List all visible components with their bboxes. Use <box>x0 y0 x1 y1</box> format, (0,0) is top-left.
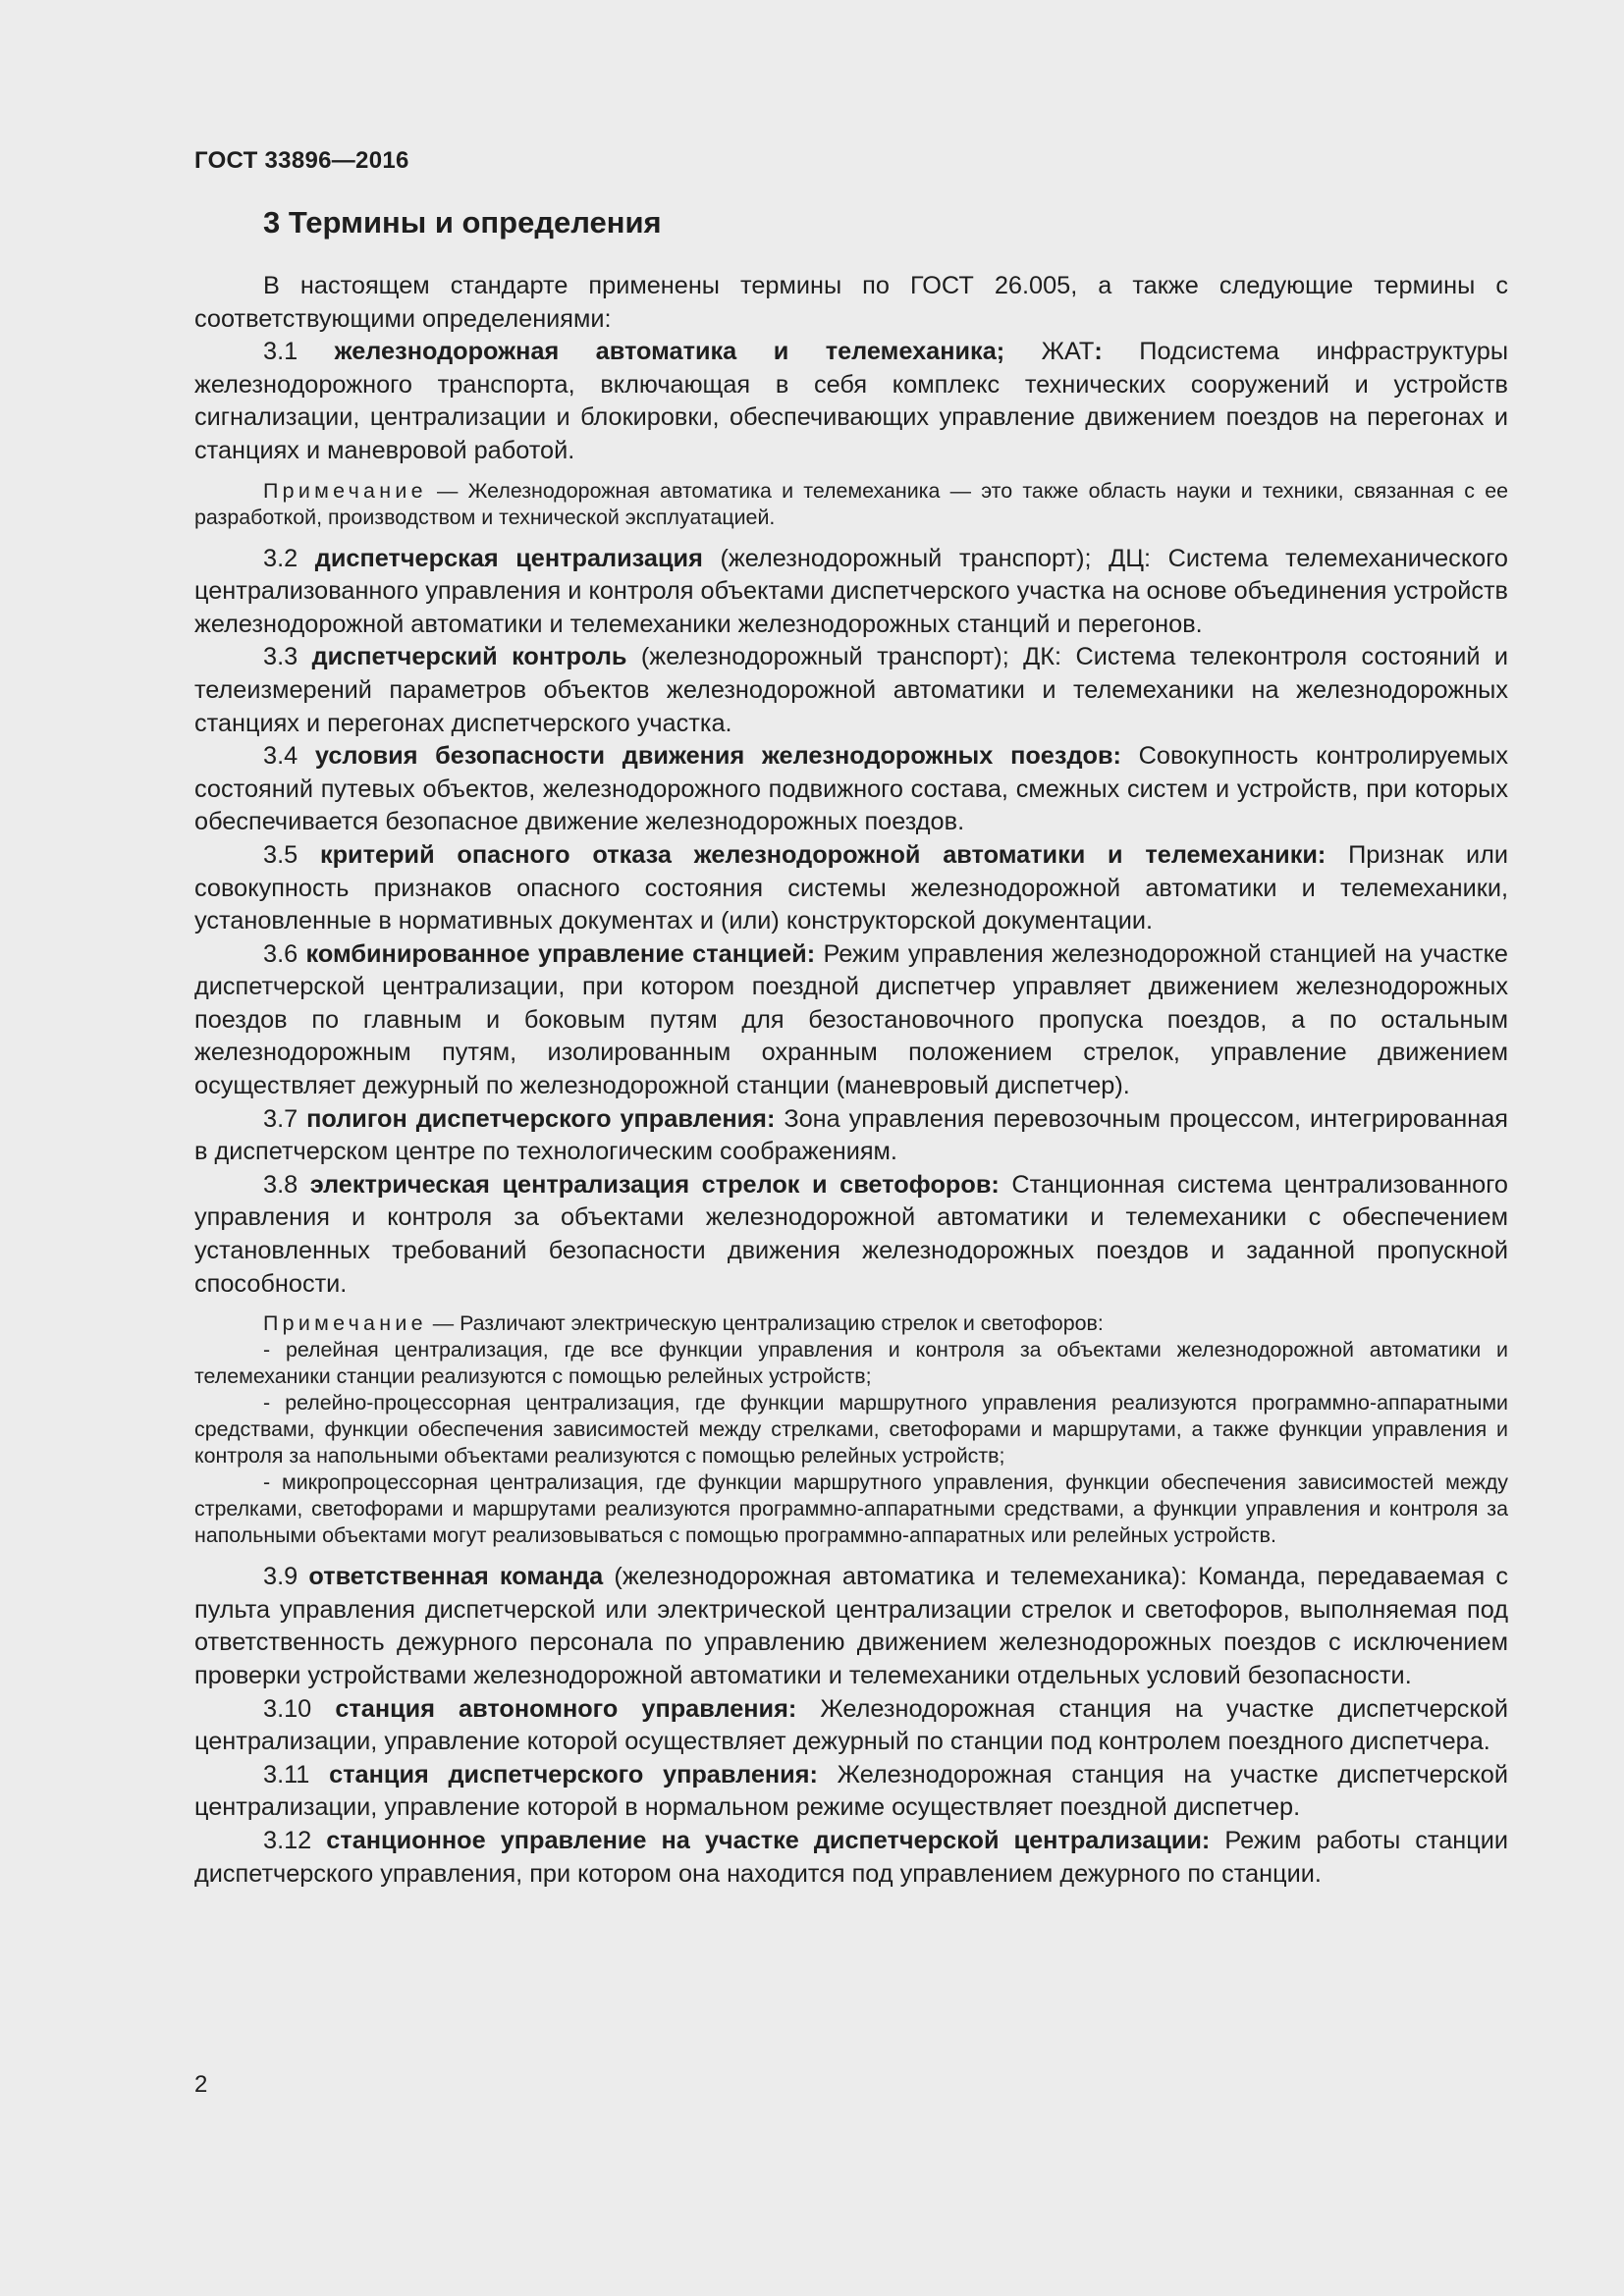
page-number: 2 <box>194 2071 208 2098</box>
term-3-5: 3.5 критерий опасного отказа железнодорожной автоматики и телемеханики: Признак или совокупность признаков опасного состояния системы железнодорожной автоматики и телемеханики, установленные в нормативных документах и (или) конструкторской документации. <box>194 840 1508 935</box>
term-title: диспетчерская централизация <box>314 544 703 572</box>
note-label: Примечание <box>263 1311 427 1336</box>
term-3-10: 3.10 станция автономного управления: Железнодорожная станция на участке диспетчерской централизации, управление которой осуществляет дежурный по станции под контролем поездного диспетчера. <box>194 1694 1508 1756</box>
term-title: станционное управление на участке диспетчерской централизации: <box>326 1826 1211 1854</box>
term-3-12: 3.12 станционное управление на участке диспетчерской централизации: Режим работы станции диспетчерского управления, при котором она находится под управлением дежурного по станции. <box>194 1826 1508 1888</box>
term-title: станция диспетчерского управления: <box>329 1760 818 1789</box>
term-title: критерий опасного отказа железнодорожной автоматики и телемеханики: <box>319 840 1326 869</box>
term-3-8: 3.8 электрическая централизация стрелок и светофоров: Станционная система централизованного управления и контроля за объектами железнодорожной автоматики и телемеханики с обеспечением установленных требований безопасности движения железнодорожных поездов и заданной пропускной способности. <box>194 1170 1508 1298</box>
note-label: Примечание <box>263 478 427 503</box>
note-1: Примечание — Железнодорожная автоматика и телемеханика — это также область науки и техники, связанная с ее разработкой, производством и технической эксплуатацией. <box>194 478 1508 529</box>
note-list-item: - микропроцессорная централизация, где функции маршрутного управления, функции обеспечения зависимостей между стрелками, светофорами и маршрутами реализуются программно-аппаратными средствами, а функции управления и контроля за напольными объектами могут реализовываться с помощью программно-аппаратных или релейных устройств. <box>194 1470 1508 1548</box>
term-3-7: 3.7 полигон диспетчерского управления: Зона управления перевозочным процессом, интегрированная в диспетчерском центре по технологическим соображениям. <box>194 1104 1508 1166</box>
note-2: Примечание — Различают электрическую централизацию стрелок и светофоров: - релейная централизация, где все функции управления и контроля за объектами железнодорожной автоматики и телемеханики станции реализуются с помощью релейных устройств; - релейно-процессорная централизация, где функции маршрутного управления реализуются программно-аппаратными средствами, функции обеспечения зависимостей между стрелками, светофорами и маршрутами, а также функции управления и контроля за напольными объектами реализуются с помощью релейных устройств; - микропроцессорная централизация, где функции маршрутного управления, функции обеспечения зависимостей между стрелками, светофорами и маршрутами реализуются программно-аппаратными средствами, а функции управления и контроля за напольными объектами могут реализовываться с помощью программно-аппаратных или релейных устройств. <box>194 1311 1508 1548</box>
term-title: ответственная команда <box>308 1563 604 1591</box>
term-title: станция автономного управления: <box>335 1694 797 1723</box>
term-3-6: 3.6 комбинированное управление станцией: Режим управления железнодорожной станцией на участке диспетчерской централизации, при котором поездной диспетчер управляет движением железнодорожных поездов по главным и боковым путям для безостановочного пропуска поездов, а по остальным железнодорожным путям, изолированным охранным положением стрелок, управление движением осуществляет дежурный по железнодорожной станции (маневровый диспетчер). <box>194 939 1508 1100</box>
term-3-9: 3.9 ответственная команда (железнодорожная автоматика и телемеханика): Команда, передаваемая с пульта управления диспетчерской или электрической централизации стрелок и светофоров, выполняемая под ответственность дежурного персонала по управлению движением железнодорожных поездов с исключением проверки устройствами железнодорожной автоматики и телемеханики отдельных условий безопасности. <box>194 1563 1508 1689</box>
term-title: железнодорожная автоматика и телемеханика; <box>334 338 1005 366</box>
term-3-11: 3.11 станция диспетчерского управления: Железнодорожная станция на участке диспетчерской централизации, управление которой в нормальном режиме осуществляет поездной диспетчер. <box>194 1760 1508 1822</box>
term-3-4: 3.4 условия безопасности движения железнодорожных поездов: Совокупность контролируемых состояний путевых объектов, железнодорожного подвижного состава, смежных систем и устройств, при которых обеспечивается безопасное движение железнодорожных поездов. <box>194 742 1508 836</box>
section-title: 3 Термины и определения <box>263 205 662 240</box>
term-title: условия безопасности движения железнодорожных поездов: <box>314 742 1121 771</box>
note-list-item: - релейно-процессорная централизация, где функции маршрутного управления реализуются программно-аппаратными средствами, функции обеспечения зависимостей между стрелками, светофорами и маршрутами, а также функции управления и контроля за напольными объектами реализуются с помощью релейных устройств; <box>194 1391 1508 1468</box>
intro-paragraph: В настоящем стандарте применены термины по ГОСТ 26.005, а также следующие термины с соответствующими определениями: <box>194 272 1508 333</box>
term-title: полигон диспетчерского управления: <box>306 1104 776 1133</box>
term-3-3: 3.3 диспетчерский контроль (железнодорожный транспорт); ДК: Система телеконтроля состояний и телеизмерений параметров объектов железнодорожной автоматики и телемеханики на железнодорожных станциях и перегонах диспетчерского участка. <box>194 643 1508 737</box>
document-code-header: ГОСТ 33896—2016 <box>194 147 409 174</box>
term-title: комбинированное управление станцией: <box>305 939 816 968</box>
term-3-1: 3.1 железнодорожная автоматика и телемеханика; ЖАТ: Подсистема инфраструктуры железнодорожного транспорта, включающая в себя комплекс технических сооружений и устройств сигнализации, централизации и блокировки, обеспечивающих управление движением поездов на перегонах и станциях и маневровой работой. <box>194 338 1509 464</box>
term-title: электрическая централизация стрелок и светофоров: <box>309 1170 1000 1199</box>
term-3-2: 3.2 диспетчерская централизация (железнодорожный транспорт); ДЦ: Система телемеханического централизованного управления и контроля объектами диспетчерского участка на основе объединения устройств железнодорожной автоматики и телемеханики железнодорожных станций и перегонов. <box>194 544 1508 638</box>
note-list-item: - релейная централизация, где все функции управления и контроля за объектами железнодорожной автоматики и телемеханики станции реализуются с помощью релейных устройств; <box>194 1338 1508 1389</box>
term-title: диспетчерский контроль <box>311 643 627 671</box>
